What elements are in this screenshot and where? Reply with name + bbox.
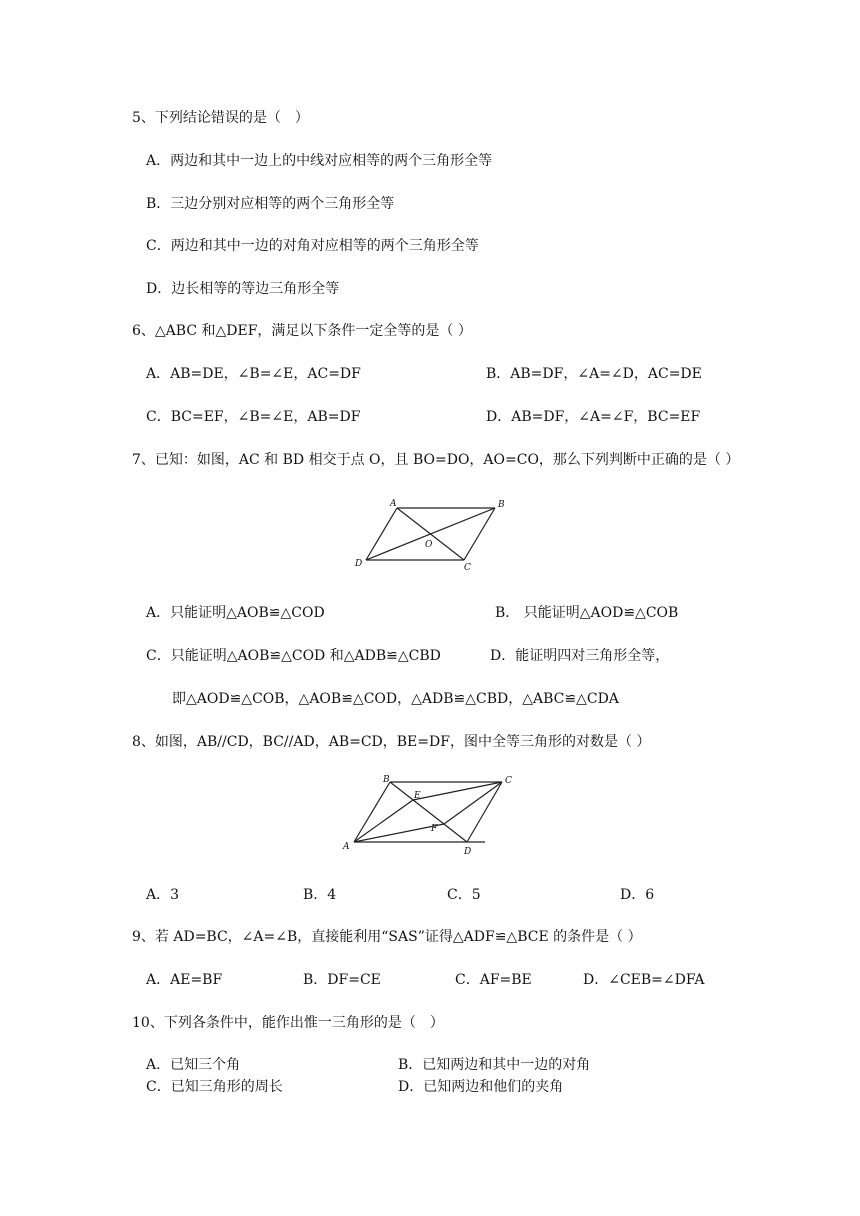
point-label-o: O bbox=[425, 540, 433, 550]
question-7-figure bbox=[350, 496, 510, 574]
question-10-stem: 10、下列各条件中，能作出惟一三角形的是（ ） bbox=[132, 1015, 444, 1031]
point-label-c: C bbox=[464, 563, 471, 573]
question-8-figure bbox=[340, 770, 520, 856]
question-5-stem: 5、下列结论错误的是（ ） bbox=[132, 110, 309, 126]
question-8-option-c: C．5 bbox=[447, 887, 481, 903]
point-label-d: D bbox=[464, 847, 472, 856]
segment-ab bbox=[354, 782, 390, 842]
question-6-option-d: D．AB=DF，∠A=∠F，BC=EF bbox=[486, 409, 701, 425]
question-6-option-a: A．AB=DE，∠B=∠E，AC=DF bbox=[146, 366, 361, 382]
question-9-option-c: C．AF=BE bbox=[455, 972, 532, 988]
question-5-option-c: C．两边和其中一边的对角对应相等的两个三角形全等 bbox=[146, 238, 479, 254]
point-label-d: D bbox=[355, 559, 363, 569]
question-7-option-a: A．只能证明△AOB≌△COD bbox=[146, 605, 325, 621]
question-10-option-b: B．已知两边和其中一边的对角 bbox=[398, 1057, 591, 1073]
question-7-option-d-continuation: 即△AOD≌△COB，△AOB≌△COD，△ADB≌△CBD，△ABC≌△CDA bbox=[172, 691, 619, 707]
segment-da bbox=[366, 508, 397, 560]
question-7-option-c: C．只能证明△AOB≌△COD 和△ADB≌△CBD bbox=[146, 648, 441, 664]
point-label-f: F bbox=[431, 824, 438, 834]
question-9-option-b: B．DF=CE bbox=[303, 972, 381, 988]
question-8-stem: 8、如图，AB//CD，BC//AD，AB=CD，BE=DF，图中全等三角形的对数是（ ） bbox=[132, 734, 651, 750]
question-7-option-b: B． 只能证明△AOD≌△COB bbox=[495, 605, 679, 621]
point-label-b: B bbox=[383, 775, 390, 785]
question-9-option-a: A．AE=BF bbox=[146, 972, 223, 988]
segment-cd bbox=[467, 782, 502, 842]
point-label-b: B bbox=[498, 500, 505, 510]
question-8-option-d: D．6 bbox=[620, 887, 655, 903]
question-8-option-b: B．4 bbox=[303, 887, 337, 903]
question-5-option-a: A．两边和其中一边上的中线对应相等的两个三角形全等 bbox=[146, 153, 493, 169]
point-label-a: A bbox=[343, 842, 350, 852]
segment-bc bbox=[464, 508, 495, 560]
question-7-option-d: D．能证明四对三角形全等， bbox=[490, 648, 670, 664]
point-label-a: A bbox=[390, 499, 397, 509]
question-7-stem: 7、已知：如图，AC 和 BD 相交于点 O，且 BO=DO，AO=CO，那么下列判断中正确的是（ ） bbox=[132, 452, 740, 468]
segment-bd bbox=[366, 508, 495, 560]
question-6-stem: 6、△ABC 和△DEF，满足以下条件一定全等的是（ ） bbox=[132, 323, 472, 339]
question-9-option-d: D．∠CEB=∠DFA bbox=[583, 972, 705, 988]
point-label-e: E bbox=[414, 791, 421, 801]
question-5-option-d: D．边长相等的等边三角形全等 bbox=[146, 281, 340, 297]
question-10-option-c: C．已知三角形的周长 bbox=[146, 1079, 283, 1095]
question-9-stem: 9、若 AD=BC，∠A=∠B，直接能利用“SAS”证得△ADF≌△BCE 的条件是（ ） bbox=[132, 929, 642, 945]
question-8-option-a: A．3 bbox=[146, 887, 180, 903]
question-10-option-a: A．已知三个角 bbox=[146, 1057, 241, 1073]
question-6-option-b: B．AB=DF，∠A=∠D，AC=DE bbox=[486, 366, 702, 382]
question-5-option-b: B．三边分别对应相等的两个三角形全等 bbox=[146, 196, 395, 212]
point-label-c: C bbox=[505, 776, 512, 786]
question-6-option-c: C．BC=EF，∠B=∠E，AB=DF bbox=[146, 409, 361, 425]
question-10-option-d: D．已知两边和他们的夹角 bbox=[398, 1079, 564, 1095]
